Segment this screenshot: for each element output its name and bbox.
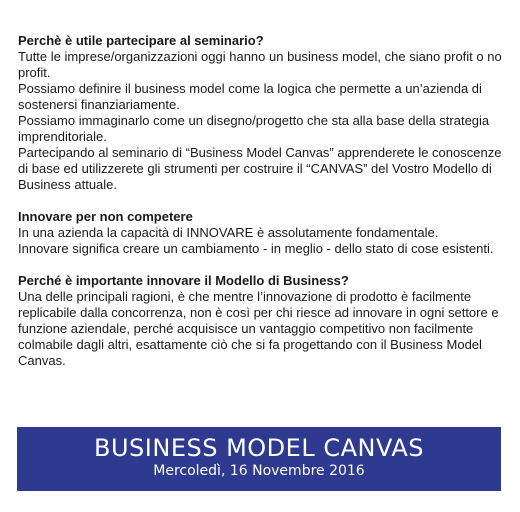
paragraph: Tutte le imprese/organizzazioni oggi hanno un business model, che siano profit o no profit.	[18, 49, 502, 80]
section-business-model-innovation	[18, 273, 508, 369]
event-banner	[17, 427, 501, 491]
paragraph: In una azienda la capacità di INNOVARE è assolutamente fondamentale.	[18, 225, 439, 240]
banner-title: BUSINESS MODEL CANVAS	[94, 434, 424, 462]
section-heading: Perchè è utile partecipare al seminario?	[18, 33, 264, 48]
section-innovate	[18, 209, 508, 257]
paragraph: Una delle principali ragioni, è che mentre l’innovazione di prodotto è facilmente replicabile dalla concorrenza, non è così per chi riesce ad innovare in ogni settore e funzione aziendale, perché acquisisce un vantaggio competitivo non facilmente colmabile dagli altri, esattamente ciò che si fa progettando con il Business Model Canvas.	[18, 289, 499, 368]
document-body	[18, 33, 508, 385]
section-why-attend	[18, 33, 508, 193]
banner-date: Mercoledì, 16 Novembre 2016	[153, 463, 365, 479]
paragraph: Possiamo immaginarlo come un disegno/progetto che sta alla base della strategia imprenditoriale.	[18, 113, 490, 144]
paragraph: Partecipando al seminario di “Business Model Canvas” apprenderete le conoscenze di base ed utilizzerete gli strumenti per costruire il “CANVAS” del Vostro Modello di Business attuale.	[18, 145, 502, 192]
paragraph: Innovare significa creare un cambiamento - in meglio - dello stato di cose esistenti.	[18, 241, 494, 256]
section-heading: Innovare per non competere	[18, 209, 193, 224]
section-heading: Perché è importante innovare il Modello di Business?	[18, 273, 349, 288]
paragraph: Possiamo definire il business model come la logica che permette a un’azienda di sostenersi finanziariamente.	[18, 81, 482, 112]
